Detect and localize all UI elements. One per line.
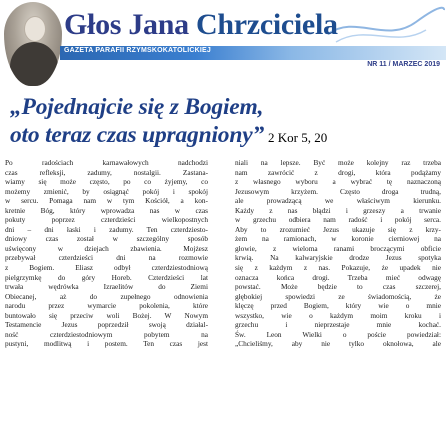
masthead-tagline: GAZETA PARAFII RZYMSKOKATOLICKIEJ [64,47,211,54]
article-text-line: Każdy z nas błądzi i grzeszy a trwanie [235,205,441,215]
article-text-line: Obiecanej, aż do zupełnego odnowienia [5,291,208,301]
article-text-line: Jezusowym krzyżem. Często droga trudną, [235,186,441,196]
article-text-line: pielgrzymkę do góry Horeb. Czterdzieści lat [5,272,208,282]
article-text-line: „Chcieliśmy, aby nie tylko oknołowa, ale [235,339,441,349]
article-text-line: klęczę przed Bogiem, który wie o mnie [235,301,441,311]
article-text-line: narodu przez wymarcie pokolenia, które [5,301,208,311]
article-text-line: niali na lepsze. Być może kolejny raz trzeba [235,158,441,167]
article-text-line: nam zawrócić z drogi, która podążamy [235,167,441,177]
masthead [0,0,446,92]
decorative-swirl-icon [326,4,446,46]
article-text-line: żem na ramionach, w koronie cierniowej na [235,234,441,244]
article-text-line: pokuty poprzez czterdzieści wielkopostnych [5,215,208,225]
headline-line-1: „Pojednajcie się z Bogiem, [10,94,264,120]
article-text-line: wszystko, wie o każdym moim kroku i [235,310,441,320]
article-text-line: krwią. Na kalwaryjskie drodze Jezus spotyka [235,253,441,263]
article-text-line: powstać. Może będzie to czas szczerej, [235,282,441,292]
article-text-line: pustyni, modlitwą i postem. Ten czas jest [5,339,208,349]
issue-number: NR 11 / MARZEC 2019 [367,61,440,68]
article-text-line: z własnego wyboru a wybrać tę naznaczoną [235,177,441,187]
article-text-line: w grzechu odbiera nam radość i pokój serca. [235,215,441,225]
article-text-line: Po radościach karnawałowych nadchodzi [5,158,208,167]
portrait-shoulders [10,42,58,86]
page-bottom-fade [0,436,446,446]
article-column-left [5,158,208,448]
article-text-line: grzechu i nieprzestaje mnie kochać. [235,320,441,330]
article-text-line: ność czterdziestodniowym pobytem na [5,329,208,339]
article-text-line: głębokiej spowiedzi ze świadomością, że [235,291,441,301]
article-text-line: trwała wędrówka Izraelitów do Ziemi [5,282,208,292]
article-text-line: czas refleksji, zadumy, nostalgii. Zastana- [5,167,208,177]
article-text-line: z Bogiem. Eliasz odbył czterdziestodniową [5,263,208,273]
article-text-line: się z każdym z nas. Pokazuje, że upadek nie [235,263,441,273]
article-text-line: ale prowadzącą we właściwym kierunku. [235,196,441,206]
article-text-line: Św. Leon Wielki o poście powiedział: [235,329,441,339]
article-text-line: przebywał czterdzieści dni na rozmowie [5,253,208,263]
title-part-1: Głos Jana [64,8,189,41]
article-headline [10,93,440,152]
article-column-right [235,158,441,448]
article-text-line: uświęcony w dziejach zbawienia. Mojżesz [5,243,208,253]
portrait-head [24,16,46,42]
newspaper-title [64,8,338,42]
bible-reference: 2 Kor 5, 20 [268,130,328,145]
title-part-2: Chrzciciela [196,8,338,41]
article-text-line: możemy zmienić, by osiągnąć pokój i spokój [5,186,208,196]
article-text-line: dni – dni łaski i zadumy. Ten czterdziesto- [5,224,208,234]
article-text-line: głowie, z wieloma ranami broczącymi obficie [235,243,441,253]
article-text-line: oznacza końca drogi. Trzeba mieć odwagę [235,272,441,282]
headline-line-2-text: oto teraz czas upragniony” [10,122,264,148]
portrait-photo [4,2,62,86]
article-text-line: buntowało się przeciw woli Bożej. W Nowym [5,310,208,320]
article-text-line: Aby to zrozumieć Jezus ukazuje się z krzy- [235,224,441,234]
article-text-line: Testamencie Jezus poprzedził swoją działal- [5,320,208,330]
headline-line-2 [10,121,440,152]
article-text-line: kretnie Bóg, który wprowadza nas w czas [5,205,208,215]
article-text-line: w sercu. Pomaga nam w tym Kościół, a kon- [5,196,208,206]
article-text-line: wiamy się może często, po co żyjemy, co [5,177,208,187]
article-text-line: dniowy czas został w szczególny sposób [5,234,208,244]
